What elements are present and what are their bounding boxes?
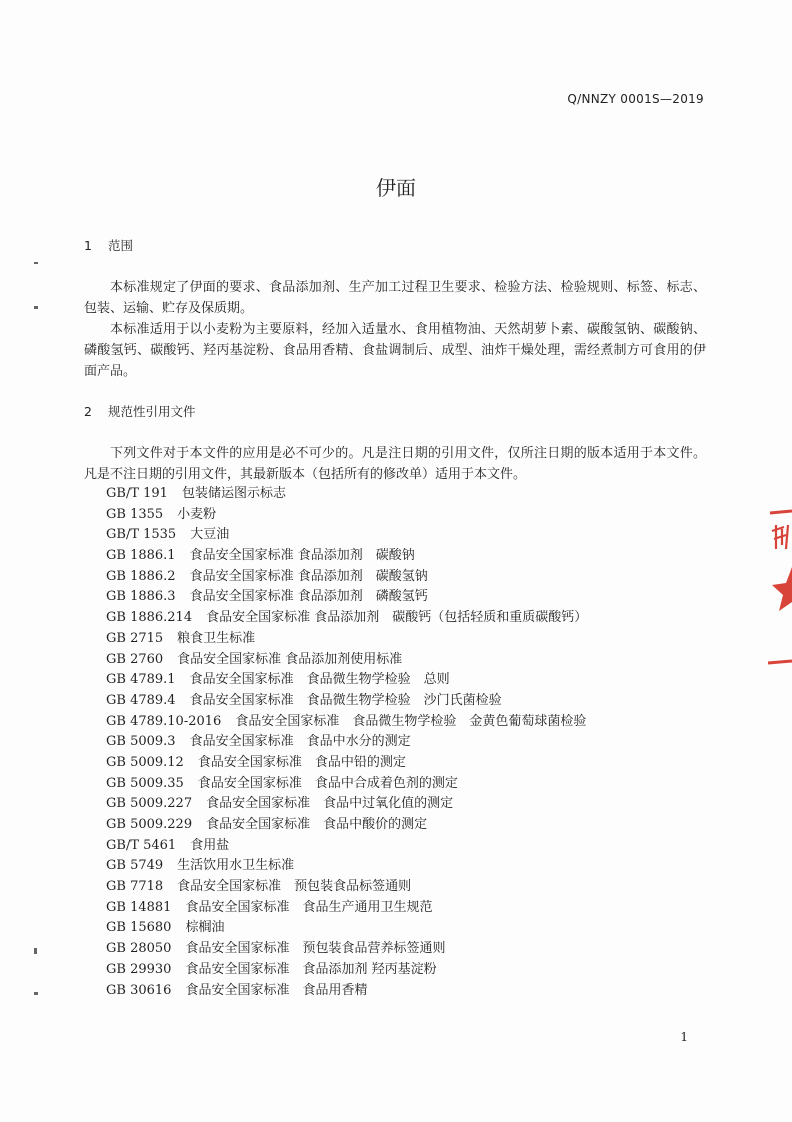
- document-title: 伊面: [376, 176, 416, 200]
- reference-title: 食品安全国家标准 食品中过氧化值的测定: [206, 796, 454, 812]
- reference-title: 食品安全国家标准 食品中水分的测定: [189, 734, 411, 750]
- reference-title: 食品安全国家标准 食品中酸价的测定: [206, 817, 428, 832]
- scan-mark: [34, 948, 37, 954]
- reference-title: 食品安全国家标准 食品添加剂使用标准: [177, 651, 403, 667]
- reference-item: [106, 918, 587, 939]
- reference-title: 食品安全国家标准 食品添加剂 羟丙基淀粉: [185, 961, 437, 977]
- reference-title: 生活饮用水卫生标准: [177, 858, 295, 874]
- reference-code: GB 28050: [106, 941, 172, 957]
- section-1-number: 1: [84, 238, 92, 253]
- reference-code: GB 5009.3: [106, 734, 176, 750]
- section-2-title: 规范性引用文件: [107, 404, 196, 419]
- reference-title: 食用盐: [190, 837, 230, 853]
- reference-code: GB 5749: [106, 858, 164, 874]
- reference-item: [106, 732, 587, 753]
- reference-item: [106, 939, 587, 960]
- reference-item: [106, 650, 587, 671]
- reference-code: GB 1886.3: [106, 589, 176, 605]
- reference-title: 食品安全国家标准 食品微生物学检验 沙门氏菌检验: [189, 692, 502, 708]
- reference-code: GB 1886.214: [106, 610, 193, 626]
- reference-code: GB 1886.1: [106, 548, 176, 564]
- reference-title: 食品安全国家标准 食品中合成着色剂的测定: [197, 775, 458, 791]
- reference-title: 包装储运图示标志: [181, 486, 286, 501]
- scan-mark: [34, 992, 38, 995]
- reference-code: GB/T 1535: [106, 527, 177, 543]
- scan-mark: [34, 262, 38, 264]
- reference-item: [106, 774, 587, 795]
- reference-code: GB 4789.10-2016: [106, 713, 222, 729]
- reference-item: [106, 691, 587, 712]
- reference-item: [106, 525, 587, 546]
- reference-item: [106, 815, 587, 836]
- section-2-intro: 下列文件对于本文件的应用是必不可少的。凡是注日期的引用文件，仅所注日期的版本适用于本文件。凡是不注日期的引用文件，其最新版本（包括所有的修改单）适用于本文件。: [84, 446, 706, 482]
- red-seal-stamp: [762, 505, 792, 675]
- reference-code: GB 1355: [106, 506, 164, 522]
- reference-code: GB/T 5461: [106, 837, 177, 853]
- reference-item: [106, 794, 587, 815]
- reference-title: 食品安全国家标准 食品微生物学检验 金黄色葡萄球菌检验: [235, 713, 587, 729]
- reference-item: [106, 670, 587, 691]
- reference-code: GB 2715: [106, 630, 164, 646]
- reference-item: [106, 587, 587, 608]
- reference-item: [106, 567, 587, 588]
- reference-title: 食品安全国家标准 预包装食品标签通则: [177, 879, 412, 895]
- reference-item: [106, 629, 587, 650]
- reference-title: 棕榈油: [185, 920, 225, 936]
- reference-code: GB 29930: [106, 961, 172, 977]
- reference-list: [106, 484, 587, 1001]
- reference-item: [106, 877, 587, 898]
- reference-title: 小麦粉: [177, 506, 217, 522]
- reference-item: [106, 608, 587, 629]
- reference-code: GB 5009.227: [106, 796, 193, 812]
- reference-code: GB 14881: [106, 899, 172, 915]
- page-number: 1: [680, 1030, 688, 1044]
- reference-item: [106, 898, 587, 919]
- reference-item: [106, 484, 587, 505]
- reference-code: GB 5009.12: [106, 754, 184, 770]
- reference-item: [106, 505, 587, 526]
- section-2-heading: [84, 402, 196, 420]
- reference-code: GB/T 191: [106, 486, 168, 501]
- reference-item: [106, 960, 587, 981]
- reference-code: GB 4789.4: [106, 692, 176, 708]
- reference-code: GB 1886.2: [106, 568, 176, 584]
- section-1-heading: [84, 236, 133, 254]
- scan-mark: [34, 306, 38, 309]
- reference-title: 大豆油: [190, 527, 230, 543]
- reference-title: 食品安全国家标准 食品用香精: [185, 982, 368, 998]
- reference-title: 食品安全国家标准 食品生产通用卫生规范: [185, 899, 433, 915]
- reference-title: 食品安全国家标准 食品添加剂 碳酸氢钠: [189, 568, 428, 584]
- reference-code: GB 5009.229: [106, 817, 193, 832]
- section-1-title: 范围: [107, 238, 133, 253]
- reference-item: [106, 546, 587, 567]
- reference-code: GB 5009.35: [106, 775, 184, 791]
- reference-title: 食品安全国家标准 食品添加剂 碳酸钠: [189, 548, 415, 564]
- reference-title: 食品安全国家标准 食品微生物学检验 总则: [189, 672, 450, 688]
- reference-code: GB 30616: [106, 982, 172, 998]
- reference-item: [106, 981, 587, 1002]
- reference-title: 食品安全国家标准 食品添加剂 磷酸氢钙: [189, 589, 428, 605]
- reference-item: [106, 836, 587, 857]
- reference-title: 食品安全国家标准 食品添加剂 碳酸钙（包括轻质和重质碳酸钙）: [206, 610, 588, 626]
- reference-title: 粮食卫生标准: [177, 630, 256, 646]
- reference-item: [106, 753, 587, 774]
- section-1-paragraph-1: 本标准规定了伊面的要求、食品添加剂、生产加工过程卫生要求、检验方法、检验规则、标签、标志、包装、运输、贮存及保质期。: [84, 280, 706, 316]
- reference-item: [106, 856, 587, 877]
- reference-code: GB 15680: [106, 920, 172, 936]
- reference-title: 食品安全国家标准 食品中铅的测定: [197, 754, 406, 770]
- reference-code: GB 7718: [106, 879, 164, 895]
- reference-item: [106, 712, 587, 733]
- section-1-paragraph-2: 本标准适用于以小麦粉为主要原料，经加入适量水、食用植物油、天然胡萝卜素、碳酸氢钠、碳酸钠、磷酸氢钙、碳酸钙、羟丙基淀粉、食品用香精、食盐调制后、成型、油炸干燥处理，需经煮制方可食用的伊面产品。: [84, 322, 706, 379]
- reference-code: GB 4789.1: [106, 672, 176, 688]
- standard-code: Q/NNZY 0001S—2019: [567, 92, 704, 106]
- section-2-number: 2: [84, 404, 92, 419]
- reference-title: 食品安全国家标准 预包装食品营养标签通则: [185, 941, 446, 957]
- reference-code: GB 2760: [106, 651, 164, 667]
